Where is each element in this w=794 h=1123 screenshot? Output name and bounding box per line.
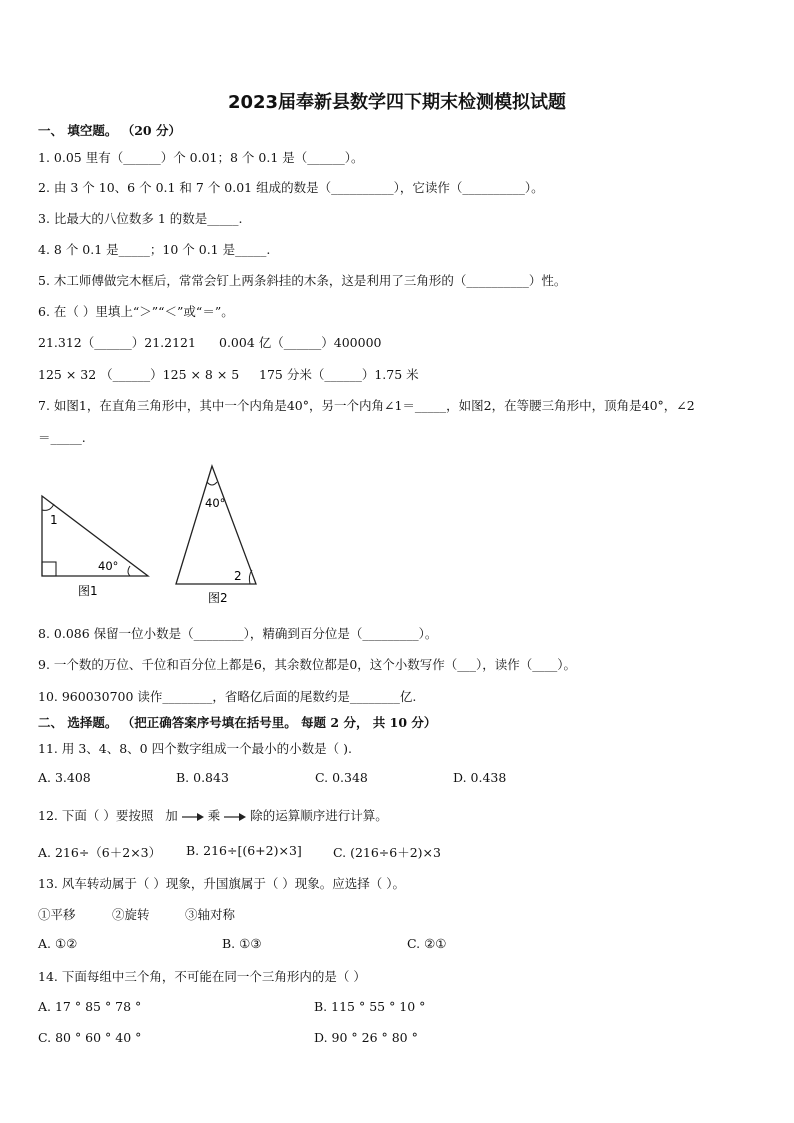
page-title: 2023届奉新县数学四下期末检测模拟试题 xyxy=(227,92,567,113)
question-12-text-end: 除的运算顺序进行计算。 xyxy=(250,808,388,823)
q11-option-c: C. 0.348 xyxy=(315,770,368,785)
q11-option-a: A. 3.408 xyxy=(38,770,91,785)
figure-2-angle-40-label: 40° xyxy=(205,496,226,510)
figure-2-isosceles-triangle xyxy=(168,460,268,610)
q14-option-a: A. 17 ° 85 ° 78 ° xyxy=(38,999,142,1014)
operation-multiply-label: 乘 xyxy=(207,808,221,823)
q14-option-d: D. 90 ° 26 ° 80 ° xyxy=(314,1030,418,1045)
q13-option-b: B. ①③ xyxy=(222,936,262,951)
figure-2-angle-2-label: 2 xyxy=(234,569,242,583)
question-14: 14. 下面每组中三个角，不可能在同一个三角形内的是（ ） xyxy=(38,969,366,984)
figure-1-angle-40-label: 40° xyxy=(98,559,119,573)
question-7-line-2: ＝_____. xyxy=(38,430,86,445)
q13-item-3: ③轴对称 xyxy=(185,907,236,922)
q13-item-1: ①平移 xyxy=(38,907,76,922)
question-9: 9. 一个数的万位、千位和百分位上都是6，其余数位都是0，这个小数写作（___），读作（____）。 xyxy=(38,657,577,672)
question-6: 6. 在（ ）里填上“＞”“＜”或“＝”。 xyxy=(38,304,234,319)
question-1: 1. 0.05 里有（______）个 0.01；8 个 0.1 是（______）。 xyxy=(38,150,364,165)
q13-item-2: ②旋转 xyxy=(112,907,150,922)
q11-option-b: B. 0.843 xyxy=(176,770,229,785)
question-6-item-1: 21.312（______）21.2121 xyxy=(38,335,196,350)
q12-option-c: C. (216÷6＋2)×3 xyxy=(333,845,441,860)
figure-1-right-triangle xyxy=(30,488,160,600)
question-8: 8. 0.086 保留一位小数是（________），精确到百分位是（_________）。 xyxy=(38,626,438,641)
question-11: 11. 用 3、4、8、0 四个数字组成一个最小的小数是（ ). xyxy=(38,741,352,756)
operation-add-label: 加 xyxy=(165,808,178,823)
question-10: 10. 960030700 读作________，省略亿后面的尾数约是________亿. xyxy=(38,689,417,704)
question-12-text-start: 12. 下面（ ）要按照 xyxy=(38,808,154,823)
question-12 xyxy=(38,806,388,824)
question-5: 5. 木工师傅做完木框后，常常会钉上两条斜挂的木条，这是利用了三角形的（__________）性。 xyxy=(38,273,567,288)
q11-option-d: D. 0.438 xyxy=(453,770,507,785)
q14-option-b: B. 115 ° 55 ° 10 ° xyxy=(314,999,426,1014)
question-13: 13. 风车转动属于（ ）现象，升国旗属于（ ）现象。应选择（ ）。 xyxy=(38,876,406,891)
q12-option-a: A. 216÷（6＋2×3） xyxy=(38,845,162,860)
section-fill-in-header: 一、 填空题。 （20 分） xyxy=(38,123,181,138)
arrow-right-icon xyxy=(224,812,246,822)
question-6-item-3: 125 × 32 （______）125 × 8 × 5 xyxy=(38,367,240,382)
question-7-line-1: 7. 如图1，在直角三角形中，其中一个内角是40°，另一个内角∠1＝_____，如图2，在等腰三角形中，顶角是40°，∠2 xyxy=(38,398,695,413)
q12-option-b: B. 216÷[(6+2)×3] xyxy=(186,843,302,858)
question-4: 4. 8 个 0.1 是_____；10 个 0.1 是_____. xyxy=(38,242,271,257)
question-6-item-2: 0.004 亿（______）400000 xyxy=(219,335,382,350)
section-choice-header: 二、 选择题。 （把正确答案序号填在括号里。 每题 2 分， 共 10 分） xyxy=(38,715,437,730)
q13-option-a: A. ①② xyxy=(38,936,78,951)
figure-1-caption: 图1 xyxy=(78,584,98,598)
figure-2-caption: 图2 xyxy=(208,591,228,605)
question-6-item-4: 175 分米（______）1.75 米 xyxy=(259,367,419,382)
figure-1-angle-1-label: 1 xyxy=(50,513,58,527)
arrow-right-icon xyxy=(182,812,204,822)
q13-option-c: C. ②① xyxy=(407,936,447,951)
question-3: 3. 比最大的八位数多 1 的数是_____. xyxy=(38,211,243,226)
q14-option-c: C. 80 ° 60 ° 40 ° xyxy=(38,1030,142,1045)
question-2: 2. 由 3 个 10、6 个 0.1 和 7 个 0.01 组成的数是（__________），它读作（__________）。 xyxy=(38,180,544,195)
